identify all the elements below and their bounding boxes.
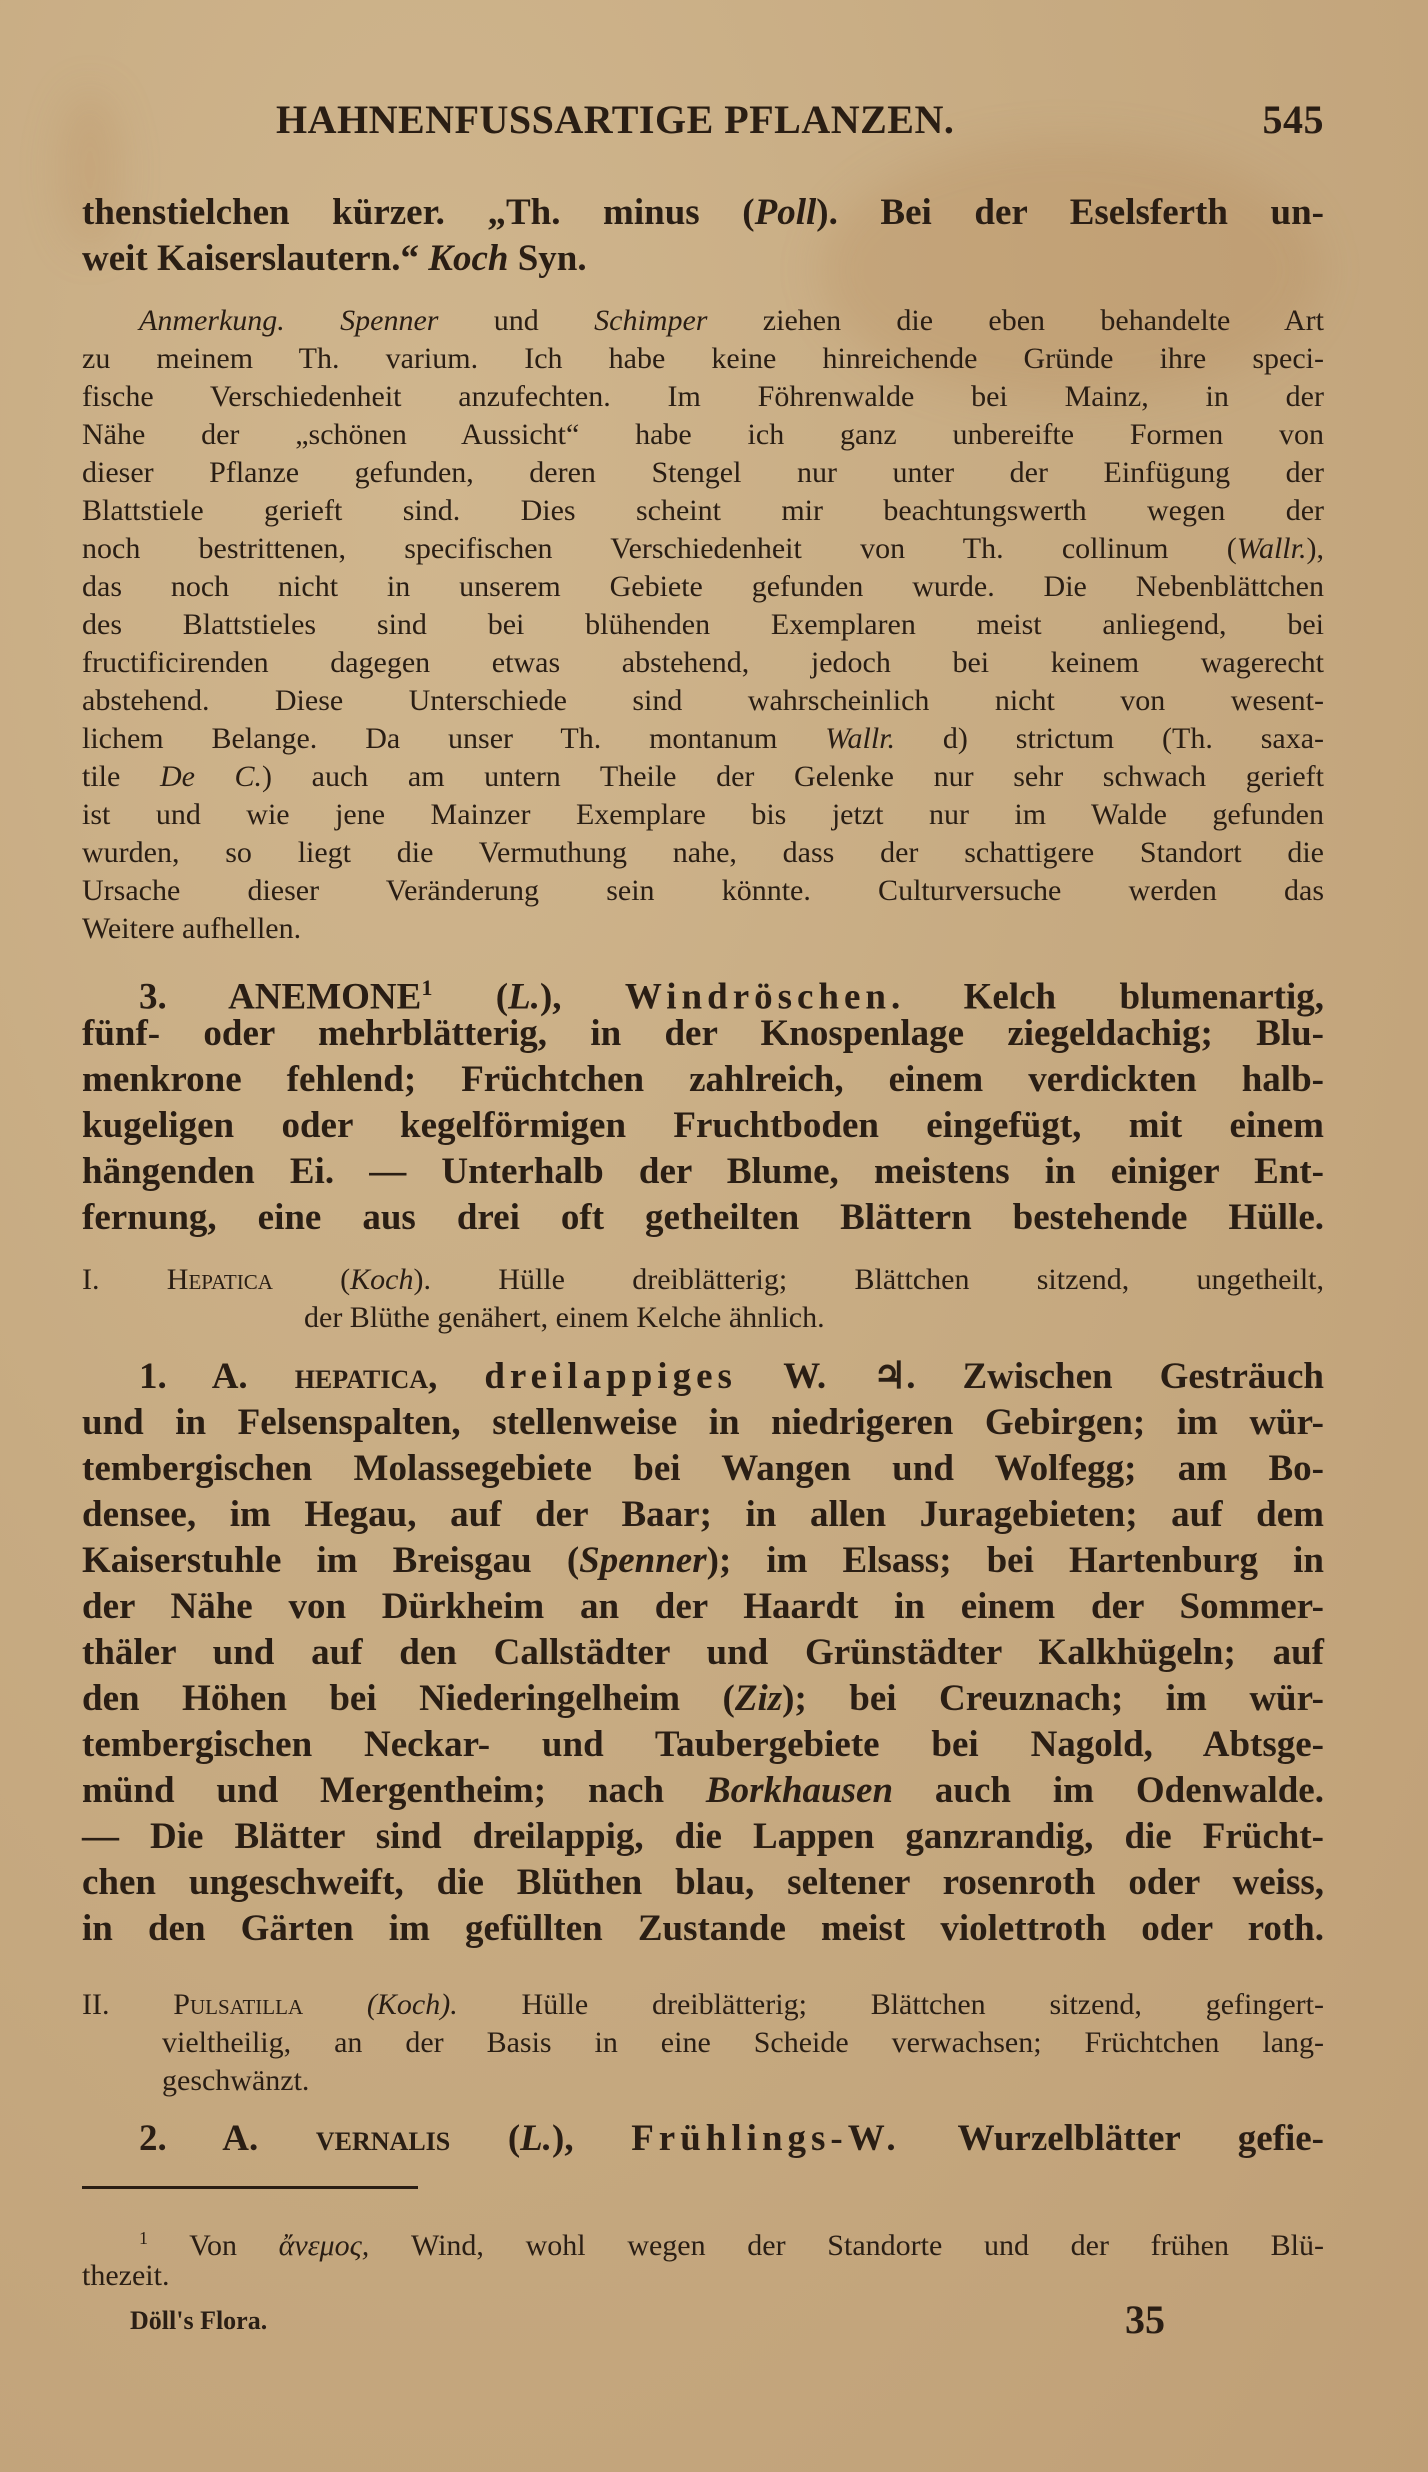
italic-text: Wallr. <box>825 722 896 755</box>
text-segment: fünf- oder mehrblätterig, in der Knospenlage ziegeldachig; Blu- <box>82 1013 1324 1054</box>
text-line <box>82 644 1324 682</box>
text-line <box>82 1676 1324 1722</box>
text-segment: ); bei Creuznach; im wür- <box>782 1678 1324 1719</box>
text-segment: Syn. <box>508 238 587 279</box>
italic-text: Borkhausen <box>705 1770 894 1811</box>
footnote-divider <box>82 2186 418 2189</box>
hepatica-species-paragraph <box>82 1354 1324 1952</box>
text-line <box>82 340 1324 378</box>
text-line <box>82 416 1324 454</box>
text-segment: zu meinem Th. varium. Ich habe keine hinreichende Gründe ihre speci- <box>82 342 1324 375</box>
text-line <box>82 872 1324 910</box>
italic-text: Spenner <box>579 1540 707 1581</box>
text-segment: ( <box>272 1263 351 1296</box>
vernalis-species-paragraph <box>82 2116 1324 2162</box>
italic-text: Koch <box>428 238 509 279</box>
spaced-text: dreilappiges <box>484 1356 737 1397</box>
text-line <box>82 530 1324 568</box>
signature-mark: Döll's Flora. <box>130 2306 268 2335</box>
text-segment: — Die Blätter sind dreilappig, die Lappen ganzrandig, die Frücht- <box>82 1816 1324 1857</box>
text-segment: ( <box>450 2118 521 2159</box>
small-caps-text: Pulsatilla <box>173 1988 304 2021</box>
text-segment: auch im Odenwalde. <box>893 1770 1324 1811</box>
text-segment: ), <box>552 2118 632 2159</box>
text-segment: abstehend. Diese Unterschiede sind wahrscheinlich nicht von wesent- <box>82 684 1324 717</box>
text-line <box>82 1630 1324 1676</box>
text-line <box>82 1057 1324 1103</box>
text-segment: ). Bei der Eselsferth un- <box>816 192 1324 233</box>
text-segment: der Nähe von Dürkheim an der Haardt in einem der Sommer- <box>82 1586 1324 1627</box>
italic-text: Koch <box>350 1263 414 1296</box>
italic-text: Spenner <box>340 304 439 337</box>
text-segment: Kaiserstuhle im Breisgau ( <box>82 1540 580 1581</box>
text-segment: und in Felsenspalten, stellenweise in niedrigeren Gebirgen; im wür- <box>82 1402 1324 1443</box>
text-segment: 3. ANEMONE <box>139 976 422 1018</box>
text-line <box>82 1584 1324 1630</box>
text-segment: ist und wie jene Mainzer Exemplare bis jetzt nur im Walde gefunden <box>82 798 1324 831</box>
italic-text: Ziz <box>734 1678 783 1719</box>
text-line <box>82 454 1324 492</box>
italic-text: ἄνεμος, <box>278 2228 370 2262</box>
italic-text: (Koch). <box>366 1988 458 2021</box>
text-segment: fernung, eine aus drei oft getheilten Blättern bestehende Hülle. <box>82 1197 1324 1238</box>
text-segment: d) strictum (Th. saxa- <box>895 722 1324 755</box>
small-caps-text: hepatica <box>294 1356 429 1397</box>
text-segment: ( <box>432 976 509 1018</box>
text-line <box>82 236 1324 282</box>
text-line <box>82 682 1324 720</box>
text-line <box>82 2062 1324 2100</box>
italic-text: De C. <box>159 760 263 793</box>
text-line <box>82 1149 1324 1195</box>
small-caps-text: Hepatica <box>166 1263 273 1296</box>
text-line <box>82 1299 1324 1337</box>
text-line <box>82 1195 1324 1241</box>
text-segment: menkrone fehlend; Früchtchen zahlreich, einem verdickten halb- <box>82 1059 1324 1100</box>
text-segment: W. ♃. Zwischen Gesträuch <box>736 1356 1325 1397</box>
text-line <box>82 965 1325 1018</box>
text-segment: II. <box>82 1988 174 2021</box>
text-segment: , <box>428 1356 485 1397</box>
text-segment: hängenden Ei. — Unterhalb der Blume, meistens in einiger Ent- <box>82 1151 1324 1192</box>
text-segment: Ursache dieser Veränderung sein könnte. Culturversuche werden das <box>82 874 1324 907</box>
text-line <box>82 796 1324 834</box>
text-line <box>82 378 1324 416</box>
text-segment: . Kelch blumenartig, <box>891 976 1325 1018</box>
sheet-number: 35 <box>1125 2297 1165 2342</box>
text-segment: vieltheilig, an der Basis in eine Scheide verwachsen; Früchtchen lang- <box>162 2026 1324 2059</box>
text-line <box>82 910 1324 948</box>
page-number: 545 <box>1262 97 1324 142</box>
text-line <box>82 1400 1324 1446</box>
text-segment: Wurzelblätter gefie- <box>900 2118 1325 2159</box>
spaced-text: Windröschen <box>624 976 892 1018</box>
italic-text: Poll <box>754 192 817 233</box>
footnote <box>82 2219 1324 2295</box>
anmerkung-paragraph <box>82 302 1324 948</box>
text-segment: 1. A. <box>139 1356 295 1397</box>
section-hepatica-heading <box>82 1261 1324 1337</box>
text-line <box>82 758 1324 796</box>
text-line <box>82 1768 1324 1814</box>
text-segment: münd und Mergentheim; nach <box>82 1770 706 1811</box>
text-line <box>82 1354 1324 1400</box>
text-line <box>82 2219 1324 2262</box>
text-segment: ); im Elsass; bei Hartenburg in <box>706 1540 1324 1581</box>
text-line <box>82 1906 1324 1952</box>
text-segment: chen ungeschweift, die Blüthen blau, seltener rosenroth oder weiss, <box>82 1862 1324 1903</box>
text-segment: ). Hülle dreiblätterig; Blättchen sitzend, ungetheilt, <box>413 1263 1324 1296</box>
text-line <box>82 834 1324 872</box>
text-segment: ), <box>539 976 625 1018</box>
text-segment: lichem Belange. Da unser Th. montanum <box>82 722 826 755</box>
text-line <box>82 2116 1324 2162</box>
text-segment: Blattstiele gerieft sind. Dies scheint mir beachtungswerth wegen der <box>82 494 1324 527</box>
text-segment: noch bestrittenen, specifischen Verschiedenheit von Th. collinum ( <box>82 532 1237 565</box>
running-title: HAHNENFUSSARTIGE PFLANZEN. <box>276 97 955 142</box>
text-line <box>82 2257 1324 2295</box>
text-segment: I. <box>82 1263 167 1296</box>
text-line <box>82 1103 1324 1149</box>
text-segment: tembergischen Neckar- und Taubergebiete bei Nagold, Abtsge- <box>82 1724 1324 1765</box>
text-segment: Wind, wohl wegen der Standorte und der frühen Blü- <box>369 2228 1324 2262</box>
continuation-paragraph <box>82 190 1324 282</box>
text-line <box>82 1261 1324 1299</box>
small-caps-text: vernalis <box>315 2118 451 2159</box>
text-line <box>82 1492 1324 1538</box>
text-segment: kugeligen oder kegelförmigen Fruchtboden eingefügt, mit einem <box>82 1105 1324 1146</box>
text-segment: 2. A. <box>139 2118 316 2159</box>
text-segment: Nähe der „schönen Aussicht“ habe ich ganz unbereifte Formen von <box>82 418 1324 451</box>
text-line <box>82 1722 1324 1768</box>
text-segment: ziehen die eben behandelte Art <box>707 304 1324 337</box>
text-segment: Weitere aufhellen. <box>82 912 302 945</box>
text-line <box>82 1011 1324 1057</box>
italic-text: Schimper <box>594 304 708 337</box>
text-segment: geschwänzt. <box>162 2064 310 2097</box>
text-segment: dieser Pflanze gefunden, deren Stengel nur unter der Einfügung der <box>82 456 1324 489</box>
text-segment: weit Kaiserslautern.“ <box>82 238 429 279</box>
text-segment: das noch nicht in unserem Gebiete gefunden wurde. Die Nebenblättchen <box>82 570 1324 603</box>
running-header <box>276 96 1324 146</box>
text-line <box>82 1446 1324 1492</box>
text-segment: thezeit. <box>82 2259 170 2292</box>
text-segment: wurden, so liegt die Vermuthung nahe, dass der schattigere Standort die <box>82 836 1324 869</box>
text-segment: fische Verschiedenheit anzufechten. Im Föhrenwalde bei Mainz, in der <box>82 380 1324 413</box>
text-segment: tile <box>82 760 160 793</box>
text-segment <box>285 304 340 337</box>
section-pulsatilla-heading <box>82 1986 1324 2100</box>
italic-text: Anmerkung. <box>139 304 285 337</box>
text-line <box>82 1986 1324 2024</box>
text-line <box>82 1860 1324 1906</box>
text-line <box>82 720 1324 758</box>
anemone-genus-paragraph <box>82 965 1324 1241</box>
text-line <box>82 190 1324 236</box>
footnote-marker: 1 <box>139 2228 148 2248</box>
text-segment: der Blüthe genähert, einem Kelche ähnlich. <box>304 1301 825 1334</box>
text-segment <box>303 1988 367 2021</box>
text-line <box>82 492 1324 530</box>
italic-text: L. <box>520 2118 553 2159</box>
text-segment: thäler und auf den Callstädter und Grünstädter Kalkhügeln; auf <box>82 1632 1324 1673</box>
text-segment: thenstielchen kürzer. „Th. minus ( <box>82 192 755 233</box>
italic-text: L. <box>508 976 540 1018</box>
text-line <box>82 606 1324 644</box>
text-line <box>82 2024 1324 2062</box>
text-line <box>82 1814 1324 1860</box>
text-segment: den Höhen bei Niederingelheim ( <box>82 1678 735 1719</box>
text-segment: tembergischen Molassegebiete bei Wangen und Wolfegg; am Bo- <box>82 1448 1324 1489</box>
text-line <box>82 1538 1324 1584</box>
text-segment: des Blattstieles sind bei blühenden Exemplaren meist anliegend, bei <box>82 608 1324 641</box>
text-segment: ) auch am untern Theile der Gelenke nur sehr schwach gerieft <box>262 760 1324 793</box>
spaced-text: Frühlings-W. <box>631 2118 901 2159</box>
text-segment: in den Gärten im gefüllten Zustande meist violettroth oder roth. <box>82 1908 1324 1949</box>
text-segment: und <box>438 304 595 337</box>
text-segment: fructificirenden dagegen etwas abstehend, jedoch bei keinem wagerecht <box>82 646 1324 679</box>
text-line <box>82 302 1324 340</box>
text-segment: Hülle dreiblätterig; Blättchen sitzend, gefingert- <box>457 1988 1325 2021</box>
footnote-marker: 1 <box>421 975 433 1000</box>
text-segment: Von <box>148 2228 279 2262</box>
text-segment: densee, im Hegau, auf der Baar; in allen Juragebieten; auf dem <box>82 1494 1324 1535</box>
text-line <box>82 568 1324 606</box>
italic-text: Wallr. <box>1236 532 1307 565</box>
text-segment: ), <box>1306 532 1324 565</box>
